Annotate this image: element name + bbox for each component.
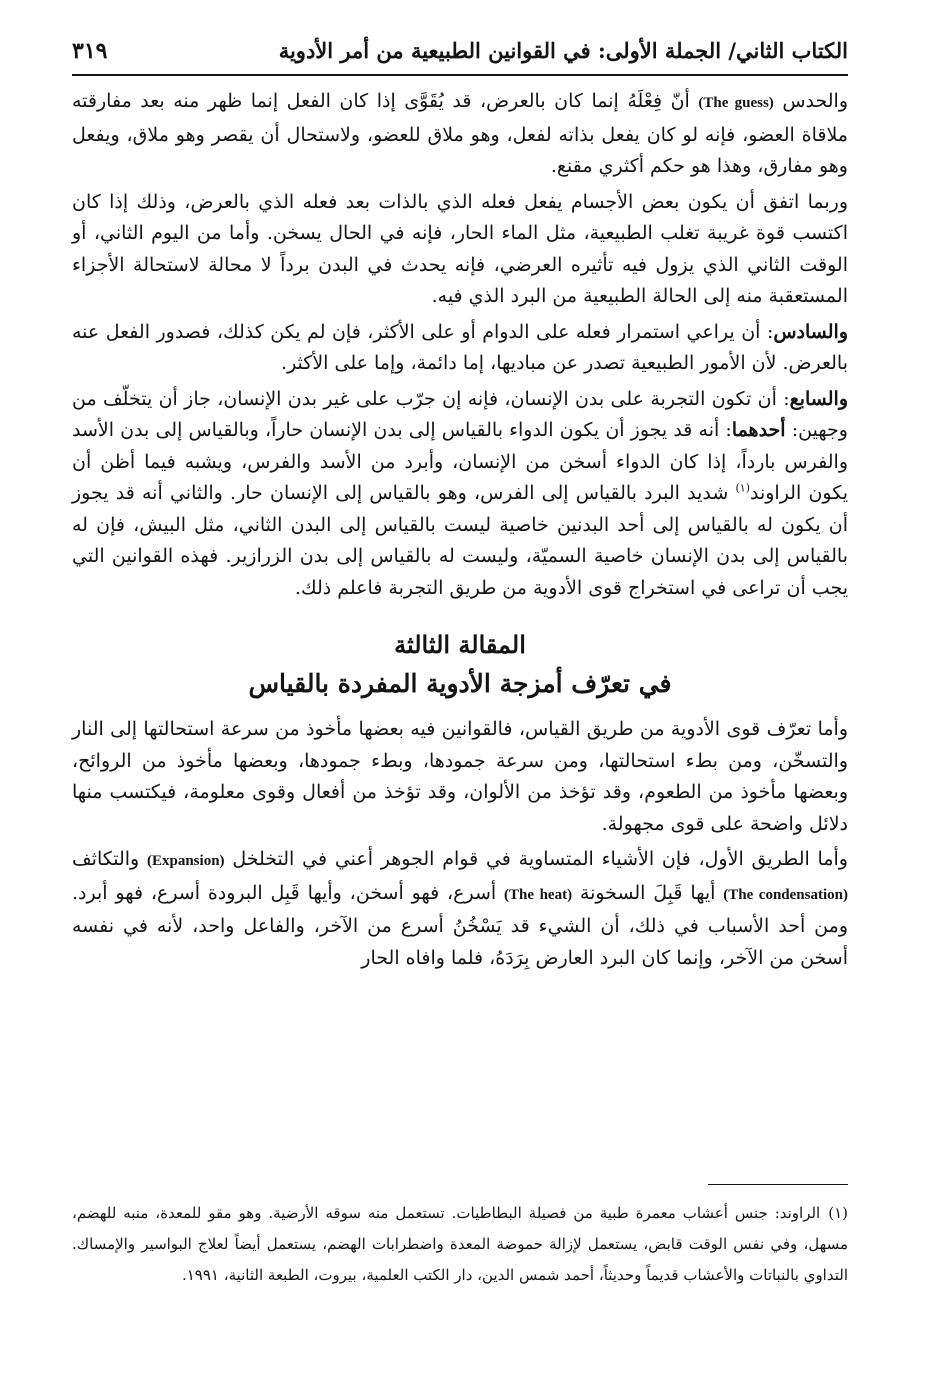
paragraph-seventh [72,384,848,605]
paragraph-lead: والسادس [773,320,848,343]
paragraph-text: أيها قَبِلَ السخونة [572,881,724,904]
paragraph-text: والتكاثف [72,848,147,870]
page-number: ٣١٩ [72,38,108,64]
footnote-text: الراوند: جنس أعشاب معمرة طبية من فصيلة البطاطيات. تستعمل منه سوقه الأرضية. وهو مقو للمعدة، منبه للهضم، مسهل، وفي نفس الوقت قابض، يستعمل لإزالة حموضة المعدة واضطرابات الهضم، يستعمل أيضاً لعلاج البواسير والإمساك. التداوي بالنباتات والأعشاب قديماً وحديثاً، أحمد شمس الدين، دار الكتب العلمية، بيروت، الطبعة الثانية، ١٩٩١. [72,1204,848,1284]
paragraph-text: : أنه قد يجوز أن يكون الدواء بالقياس إلى بدن الإنسان حاراً، وبالقياس إلى بدن الأسد والفرس بارداً، إذا كان الدواء أسخن من الإنسان، وأبرد من الأسد والفرس، ويشبه فيما أظن أن يكون الراوند [72,419,848,504]
paragraph-guess [72,86,848,183]
paragraph-analogy: وأما تعرّف قوى الأدوية من طريق القياس، فالقوانين فيه بعضها مأخوذ من سرعة استحالتها إلى النار والتسخّن، ومن بطء استحالتها، ومن سرعة جمودها، وبطء جمودها، وبعضها مأخوذ من الروائح، وبعضها مأخوذ من الطعوم، وقد تؤخذ من الألوان، وقد تؤخذ من أفعال وقوى معلومة، فيكتسب منها دلائل واضحة على قوى مجهولة. [72,718,848,835]
latin-term: (Expansion) [147,853,225,869]
latin-term: (The guess) [698,95,774,111]
body-text [72,86,848,604]
footnote [72,1198,848,1291]
paragraph-lead: والسابع [789,387,848,410]
book-page [72,36,849,1284]
paragraph-text: شديد البرد بالقياس إلى الفرس، وهو بالقياس إلى الإنسان حار. والثاني أنه قد يجوز أن يكون له بالقياس إلى أحد البدنين خاصية ليست بالقياس إلى البدن الثاني، مثل البيش، فإن له بالقياس إلى بدن الإنسان خاصية السميّة، وليست له بالقياس إلى بدن الزرازير. فهذه القوانين التي يجب أن تراعى في استخراج قوى الأدوية من طريق التجربة فاعلم ذلك. [72,482,848,599]
paragraph-text: أنّ فِعْلَهُ إنما كان بالعرض، قد يُقَوَّى إذا كان الفعل إنما ظهر منه بعد مفارقته ملاقاة العضو، فإنه لو كان يفعل بذاته لفعل، وهو ملاق للعضو، ولاستحال أن يقصر وهو ملاق، ويفعل وهو مفارق، وهذا هو حكم أكثري مقنع. [72,90,848,177]
paragraph-lead: أحدهما [731,419,786,441]
section-body [72,714,848,974]
latin-term: (The condensation) [723,886,848,903]
paragraph-hot-water: وربما اتفق أن يكون بعض الأجسام يفعل فعله الذي بالذات بعد فعله الذي بالعرض، وذلك إذا كان اكتسب قوة غريبة تغلب الطبيعية، مثل الماء الحار، فإنه في الحال يسخن. وأما من اليوم الثاني، أو الوقت الثاني الذي يزول فيه تأثيره العرضي، فإنه يحدث في البدن برداً لا محالة لاستحالة الأجزاء المستعقبة منه إلى الحالة الطبيعية من البرد الذي فيه. [72,190,848,307]
footnote-reference: (١) [735,481,750,495]
section-title: المقالة الثالثة [394,630,526,659]
paragraph-text: : أن يراعي استمرار فعله على الدوام أو على الأكثر، فإن لم يكن كذلك، فصدور الفعل عنه بالعرض. لأن الأمور الطبيعية تصدر عن مباديها، إما دائمة، وإما على الأكثر. [72,320,848,374]
latin-term: (The heat) [504,886,573,903]
section-subtitle: في تعرّف أمزجة الأدوية المفردة بالقياس [248,669,672,698]
paragraph-text: : أن تكون التجربة على بدن الإنسان، فإنه إن جرّب على غير بدن الإنسان، جاز أن يتخلّف من وجهين: [72,387,848,441]
paragraph-text: وأما الطريق الأول، فإن الأشياء المتساوية في قوام الجوهر أعني في التخلخل [224,848,848,870]
running-head-title: الكتاب الثاني/ الجملة الأولى: في القوانين الطبيعية من أمر الأدوية [278,38,848,63]
paragraph-sixth [72,317,848,380]
paragraph-text: والحدس [773,90,849,112]
running-head [72,36,848,76]
footnote-number: (١) [828,1204,848,1222]
footnote-divider [708,1184,848,1185]
paragraph-text: أسرع، فهو أسخن، وأيها قَبِل البرودة أسرع، فهو أبرد. ومن أحد الأسباب في ذلك، أن الشيء قد يَسْخُنُ أسرع من الآخر، والفاعل واحد، لأنه في نفسه أسخن من الآخر، وإنما كان البرد العارض بِرَدَهُ، فلما وافاه الحار [72,881,848,969]
paragraph-first-way [72,844,848,974]
section-heading [72,626,848,704]
